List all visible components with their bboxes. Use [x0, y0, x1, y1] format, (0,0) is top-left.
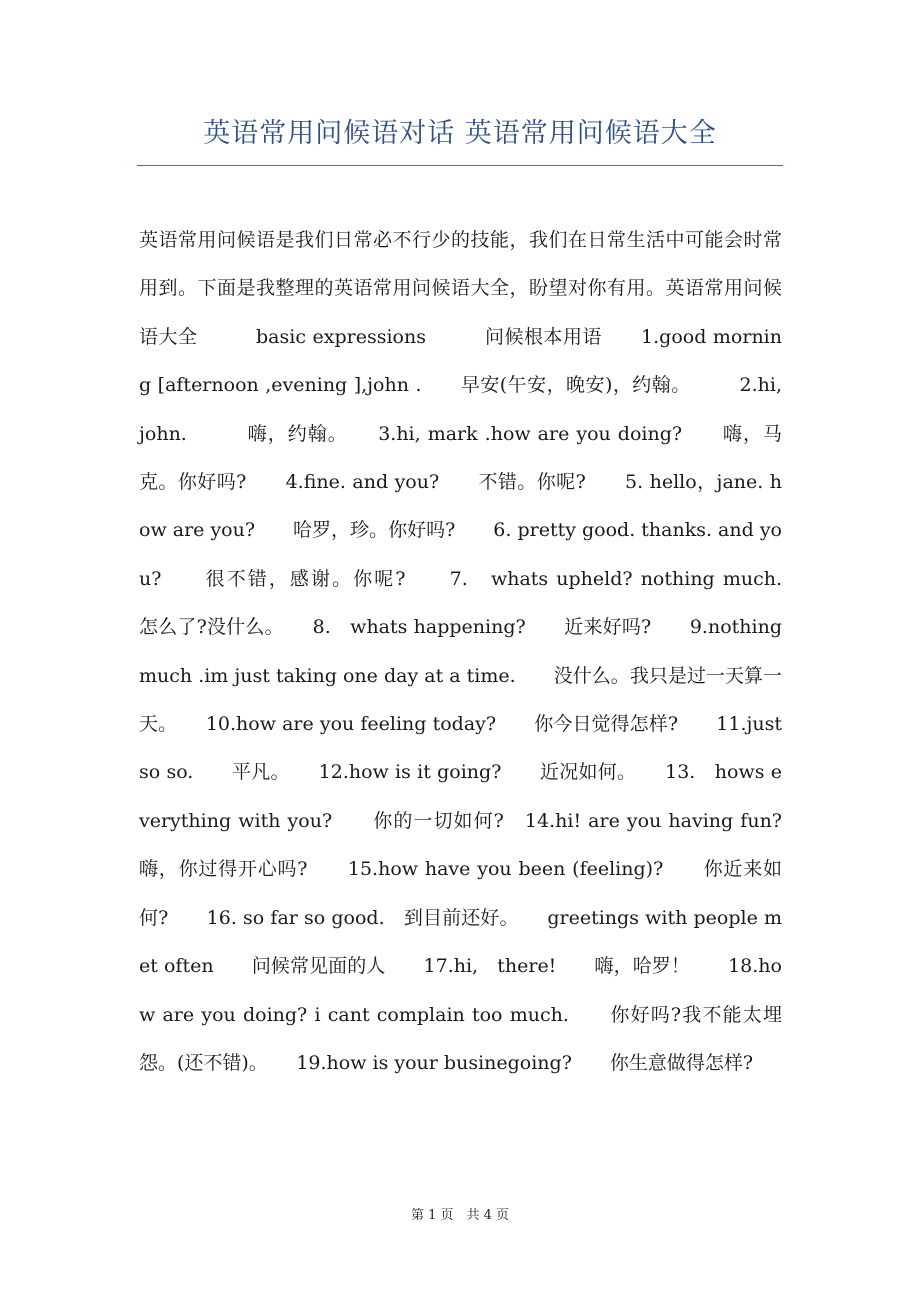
document-title: 英语常用问候语对话 英语常用问候语大全 — [203, 118, 717, 149]
page-footer: 第 1 页 共 4 页 — [410, 1208, 510, 1223]
title-divider — [137, 165, 783, 166]
document-body: 英语常用问候语是我们日常必不行少的技能，我们在日常生活中可能会时常用到。下面是我整理的英语常用问候语大全，盼望对你有用。英语常用问候语大全 basic expressions 问候根本用语 1.good morning [afternoon ,evening ],john . 早安(午安，晚安)，约翰。 2.hi, john. 嗨，约翰。 3.hi, mark .how are you doing? 嗨，马克。你好吗? 4.fine. and you? 不错。你呢? 5. hello，jane. how are you? 哈罗，珍。你好吗? 6. pretty good. thanks. and you? 很不错，感谢。你呢? 7. whats upheld? nothing much. 怎么了?没什么。 8. whats happening? 近来好吗? 9.nothing much .im just taking one day at a time. 没什么。我只是过一天算一天。 10.how are you feeling today? 你今日觉得怎样? 11.just so so. 平凡。 12.how is it going? 近况如何。 13. hows everything with you? 你的一切如何? 14.hi! are you having fun? 嗨，你过得开心吗? 15.how have you been (feeling)? 你近来如何? 16. so far so good. 到目前还好。 greetings with people met often 问候常见面的人 17.hi, there! 嗨，哈罗！ 18.how are you doing? i cant complain too much. 你好吗?我不能太埋怨。(还不错)。 19.how is your businegoing? 你生意做得怎样? — [139, 229, 821, 1074]
